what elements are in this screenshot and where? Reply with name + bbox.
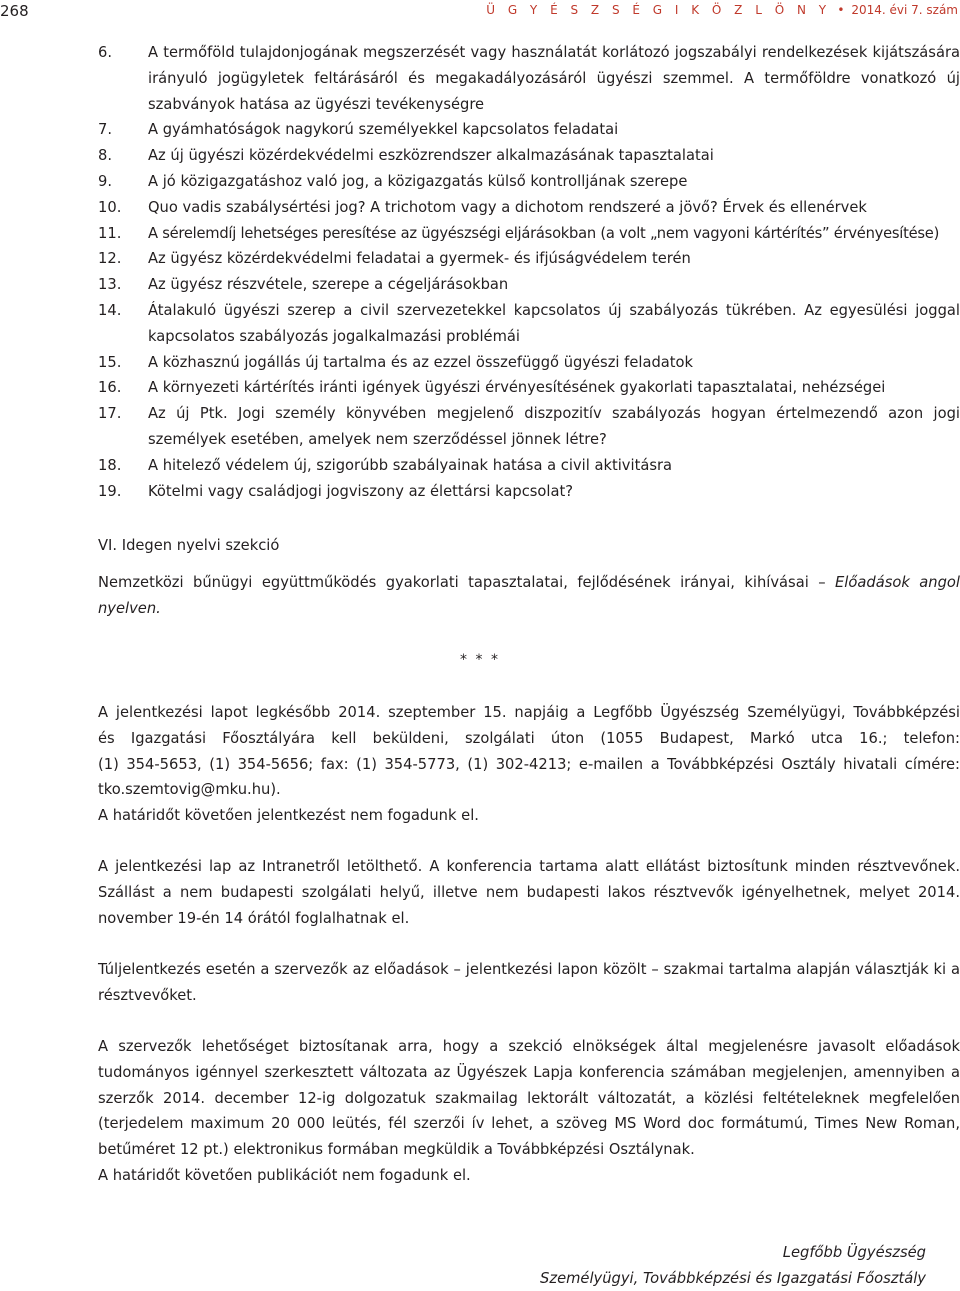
- item-text: A környezeti kártérítés iránti igények ügyészi érvényesítésének gyakorlati tapasztalatai, nehézségei: [148, 379, 886, 397]
- list-item: [98, 143, 960, 169]
- item-number: 12.: [98, 250, 122, 268]
- item-text: A gyámhatóságok nagykorú személyekkel kapcsolatos feladatai: [148, 121, 619, 139]
- section-topic-text: Nemzetközi bűnügyi együttműködés gyakorlati tapasztalatai, fejlődésének irányai, kihívásai –: [98, 574, 826, 591]
- list-item: [98, 453, 960, 479]
- item-number: 13.: [98, 276, 122, 294]
- text-line: és Igazgatási Főosztályára kell beküldeni, szolgálati úton (1055 Budapest, Markó utca 16.; telefon:: [98, 729, 960, 747]
- list-item: [98, 375, 960, 401]
- item-text: Az új ügyészi közérdekvédelmi eszközrendszer alkalmazásának tapasztalatai: [148, 147, 714, 165]
- item-text: A jó közigazgatáshoz való jog, a közigazgatás külső kontrolljának szerepe: [148, 172, 688, 190]
- signature-organization: Legfőbb Ügyészség: [782, 1244, 926, 1261]
- issue-label: 2014. évi 7. szám: [851, 3, 958, 17]
- item-number: 8.: [98, 147, 113, 165]
- list-item: [98, 195, 960, 221]
- selection-paragraph: Túljelentkezés esetén a szervezők az előadások – jelentkezési lapon közölt – szakmai tartalma alapján választják ki a résztvevőket.: [98, 961, 960, 1004]
- application-paragraph: [98, 700, 960, 829]
- item-text: A közhasznú jogállás új tartalma és az ezzel összefüggő ügyészi feladatok: [148, 353, 694, 371]
- header-bullet: •: [837, 3, 845, 17]
- item-text: Az ügyész részvétele, szerepe a cégeljárásokban: [148, 276, 509, 294]
- list-item: [98, 401, 960, 453]
- item-text: Quo vadis szabálysértési jog? A trichotom vagy a dichotom rendszeré a jövő? Érvek és ellenérvek: [148, 198, 867, 216]
- section-title: Idegen nyelvi szekció: [121, 537, 280, 554]
- accommodation-paragraph: A jelentkezési lap az Intranetről letölthető. A konferencia tartama alatt ellátást biztosítunk minden résztvevőnek. Szállást a nem budapesti szolgálati helyű, illetve nem budapesti lakos résztvevők igényelhetnek, melyet 2014. november 19-én 14 órától foglalhatnak el.: [98, 858, 960, 927]
- list-item: [98, 169, 960, 195]
- item-number: 11.: [98, 224, 122, 242]
- item-text: Átalakuló ügyészi szerep a civil szervezetekkel kapcsolatos új szabályozás tükrében. Az egyesülési joggal kapcsolatos szabályozás jogalkalmazási problémái: [148, 301, 960, 345]
- item-number: 7.: [98, 121, 113, 139]
- section-number: VI.: [98, 537, 118, 554]
- separator: * * *: [460, 652, 500, 668]
- signature-department: Személyügyi, Továbbképzési és Igazgatási Főosztály: [540, 1269, 926, 1287]
- item-text: A hitelező védelem új, szigorúbb szabályainak hatása a civil aktivitásra: [148, 456, 673, 474]
- item-text: Kötelmi vagy családjogi jogviszony az élettársi kapcsolat?: [148, 482, 574, 500]
- publication-text: A szervezők lehetőséget biztosítanak arra, hogy a szekció elnökségek által megjelenésre javasolt előadások tudományos igénnyel szerkesztett változata az Ügyészek Lapja konferencia számában megjelenjen, amennyiben a szerzők 2014. december 12-ig dolgozatuk szakmailag lektorált változatát, a közlési feltételeknek megfelelően (terjedelem maximum 20 000 leütés, fél szerzői ív lehet, a szöveg MS Word doc formátumú, Times New Roman, betűméret 12 pt.) elektronikus formában megküldik a Továbbképzési Osztálynak.: [98, 1038, 960, 1159]
- item-number: 9.: [98, 172, 113, 190]
- item-number: 6.: [98, 44, 113, 61]
- item-number: 15.: [98, 353, 122, 371]
- item-text: A sérelemdíj lehetséges peresítése az ügyészségi eljárásokban (a volt „nem vagyoni kártérítés” érvényesítése): [148, 224, 940, 242]
- item-number: 16.: [98, 379, 122, 397]
- list-item: [98, 298, 960, 350]
- item-number: 18.: [98, 456, 122, 474]
- signature: [540, 1240, 926, 1291]
- list-item: [98, 40, 960, 117]
- item-number: 17.: [98, 405, 122, 423]
- list-item: [98, 272, 960, 298]
- item-text: Az új Ptk. Jogi személy könyvében megjelenő diszpozitív szabályozás hogyan értelmezendő azon jogi személyek esetében, amelyek nem szerződéssel jönnek létre?: [148, 405, 960, 448]
- item-text: A termőföld tulajdonjogának megszerzését vagy használatát korlátozó jogszabályi rendelkezések kijátszására irányuló jogügyletek feltárásáról és megakadályozásáról ügyészi szemmel. A termőföldre vonatkozó új szabványok hatása az ügyészi tevékenységre: [148, 44, 960, 113]
- list-item: [98, 350, 960, 376]
- list-item: [98, 479, 960, 505]
- deadline-note: A határidőt követően publikációt nem fogadunk el.: [98, 1166, 471, 1184]
- section-heading: [98, 533, 960, 559]
- publication-paragraph: [98, 1034, 960, 1189]
- section-topic-note: Előadások angol nyelven.: [98, 574, 960, 617]
- list-item: [98, 117, 960, 143]
- page-number: 268: [0, 2, 29, 20]
- section-topic: [98, 570, 960, 622]
- list-item: [98, 246, 960, 272]
- text-line: tko.szemtovig@mku.hu).: [98, 781, 281, 799]
- running-header: [486, 3, 958, 17]
- text-line: (1) 354-5653, (1) 354-5656; fax: (1) 354-5773, (1) 302-4213; e-mailen a Továbbképzési Osztály hivatali címére:: [98, 755, 960, 773]
- journal-title: Ü G Y É S Z S É G I K Ö Z L Ö N Y: [486, 3, 831, 17]
- item-number: 19.: [98, 482, 122, 500]
- list-item: [98, 221, 960, 247]
- item-text: Az ügyész közérdekvédelmi feladatai a gyermek- és ifjúságvédelem terén: [148, 250, 691, 268]
- deadline-note: A határidőt követően jelentkezést nem fogadunk el.: [98, 807, 479, 825]
- text-line: A jelentkezési lapot legkésőbb 2014. szeptember 15. napjáig a Legfőbb Ügyészség Személyügyi, Továbbképzési: [98, 704, 960, 721]
- item-number: 10.: [98, 198, 122, 216]
- item-number: 14.: [98, 301, 122, 319]
- topic-list: [98, 40, 960, 504]
